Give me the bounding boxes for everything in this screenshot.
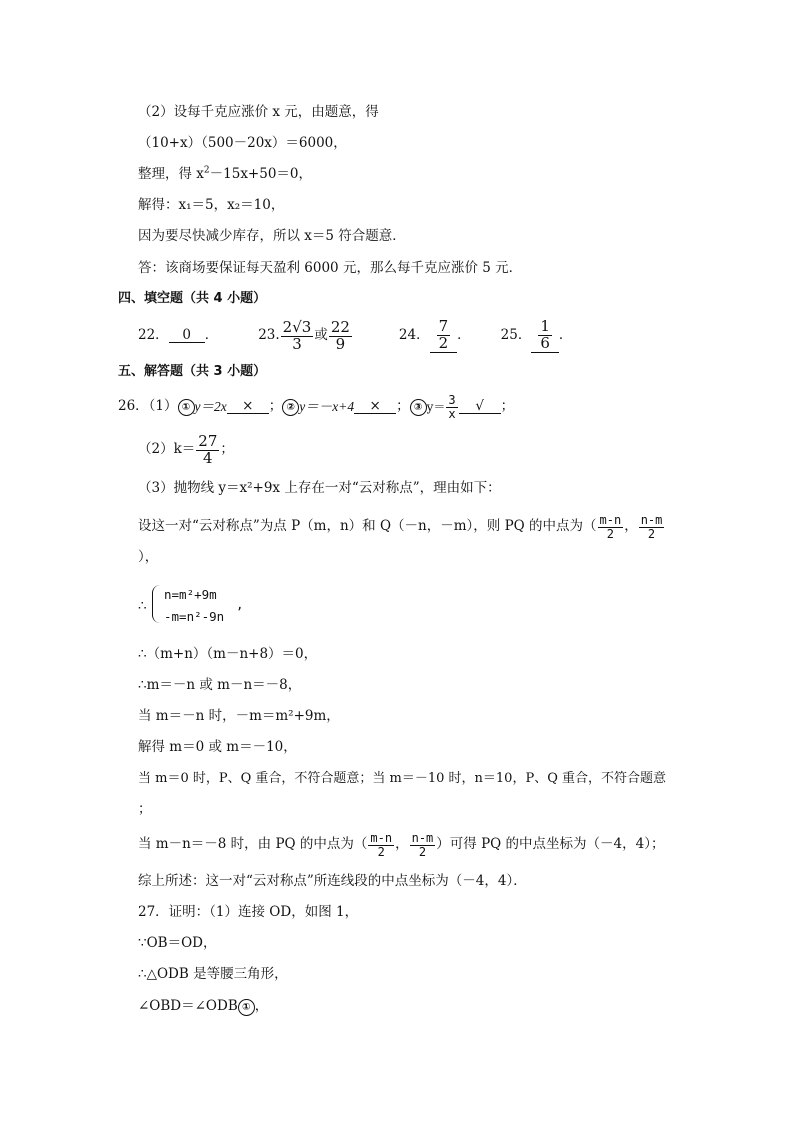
- text-line: ∴m＝－n 或 m－n＝－8，: [138, 677, 302, 693]
- text-line: （10+x）（500－20x）＝6000，: [138, 135, 347, 151]
- text-line: 当 m＝－n 时，－m＝m²+9m，: [138, 708, 340, 724]
- q26-part2: （2）k＝ $\frac{27}{4}$ ；: [138, 431, 234, 467]
- therefore-symbol: ∴: [138, 598, 147, 614]
- answer-25: $\frac{1}{6}$: [531, 319, 559, 353]
- text-line: （3）抛物线 y＝x²+9x 上存在一对“云对称点”，理由如下：: [138, 480, 501, 496]
- answer-22: 0: [169, 329, 205, 344]
- answer-24: $\frac{7}{2}$: [430, 319, 458, 353]
- text-line: 因为要尽快减少库存，所以 x＝5 符合题意．: [138, 228, 406, 244]
- text-line: 当 m－n＝－8 时，由 PQ 的中点为（ $\frac{m-n}{2}$ ， $\frac{n-m}{2}$ ）可得 PQ 的中点坐标为（－4，4）；: [138, 830, 665, 859]
- circle-number-1: ①: [238, 999, 255, 1016]
- text-line: 整理，得 $x^2-15x+50=0$，: [138, 165, 313, 182]
- text-line: ∴（m+n）（m－n+8）＝0，: [138, 646, 318, 662]
- brace: [152, 585, 161, 623]
- text-line: 当 m＝0 时，P、Q 重合，不符合题意；当 m＝－10 时，n＝10，P、Q 重合，不符合题意: [138, 771, 666, 786]
- section-heading: 五、解答题（共 3 小题）: [118, 364, 267, 379]
- circle-number-3: ③: [410, 399, 427, 416]
- section-heading: 四、填空题（共 4 小题）: [118, 291, 267, 306]
- answer-23-fraction-b: $\frac{22}{9}$: [330, 317, 350, 353]
- answer-23-fraction-a: $\frac{2√3}{3}$: [282, 317, 312, 353]
- text-line: ），: [138, 549, 159, 565]
- text-line: 设这一对“云对称点”为点 P（m，n）和 Q（－n，－m），则 PQ 的中点为（ $\frac{m-n}{2}$ ， $\frac{n-m}{2}$: [138, 512, 663, 541]
- text-line: 27．证明：（1）连接 OD，如图 1，: [138, 904, 359, 920]
- text-line: ；: [138, 801, 152, 817]
- text-line: ∵OB＝OD，: [138, 935, 217, 951]
- equation-system: n=m²+9m -m=n²-9n ,: [152, 585, 272, 629]
- text-line: 综上所述：这一对“云对称点”所连线段的中点坐标为（－4，4）．: [138, 873, 527, 889]
- text-line: （2）设每千克应涨价 x 元，由题意，得: [138, 104, 379, 120]
- circle-number-2: ②: [282, 399, 299, 416]
- text-line: ∴△ODB 是等腰三角形，: [138, 966, 288, 982]
- q26-part1: 26．（1） ① y＝2x × ； ② y＝－x+4 × ； ③ y＝ $\frac{3}{x}$ √ ；: [118, 392, 515, 421]
- text-line: 解得：x₁＝5，x₂＝10，: [138, 197, 285, 213]
- text-line: 解得 m＝0 或 m＝－10，: [138, 739, 297, 755]
- text-line: 答：该商场要保证每天盈利 6000 元，那么每千克应涨价 5 元．: [138, 260, 523, 276]
- text-line: ∠OBD＝∠ODB ① ，: [138, 998, 269, 1015]
- circle-number-1: ①: [178, 399, 195, 416]
- fill-answers-row: 22． 0 ． 23. $\frac{2√3}{3}$ 或 $\frac{22}{9}$ 24． $\frac{7}{2}$ ． 25． $\frac{1}{6}$ ．: [138, 317, 573, 353]
